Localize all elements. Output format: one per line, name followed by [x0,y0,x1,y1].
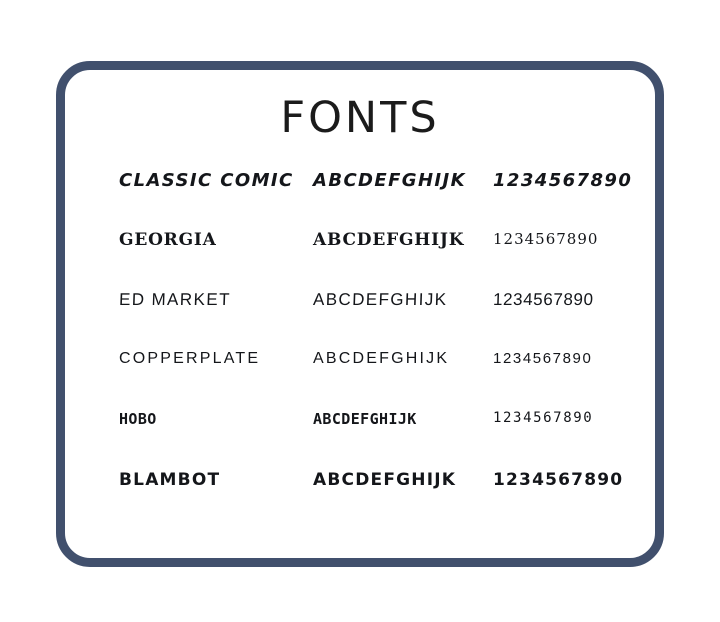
font-name-classic-comic: CLASSIC COMIC [119,170,294,191]
font-alphabet-ed-market: ABCDEFGHIJK [312,290,448,309]
font-alphabet-classic-comic: ABCDEFGHIJK [313,170,466,191]
font-row-georgia [65,230,655,290]
font-numerals-classic-comic: 1234567890 [493,170,633,191]
font-rows [65,170,655,530]
font-row-copperplate [65,350,655,410]
font-numerals-blambot: 1234567890 [493,470,624,490]
font-alphabet-hobo: ABCDEFGHIJK [313,410,417,428]
font-numerals-hobo: 1234567890 [493,410,594,426]
font-name-ed-market: ED MARKET [118,290,232,309]
font-alphabet-blambot: ABCDEFGHIJK [313,470,457,490]
page-title: FONTS [280,93,440,143]
font-numerals-copperplate: 1234567890 [493,350,593,367]
font-alphabet-georgia: ABCDEFGHIJK [313,230,465,250]
font-name-hobo: HOBO [119,410,157,428]
font-numerals-ed-market: 1234567890 [492,290,594,309]
font-row-hobo [65,410,655,470]
font-numerals-georgia: 1234567890 [493,230,599,248]
font-row-ed-market [65,290,655,350]
font-name-copperplate: COPPERPLATE [119,350,261,367]
fonts-card-inner [65,70,655,558]
font-row-classic-comic [65,170,655,230]
font-row-blambot [65,470,655,530]
fonts-card [56,61,664,567]
font-name-georgia: GEORGIA [119,230,217,250]
font-alphabet-copperplate: ABCDEFGHIJK [313,350,450,367]
font-name-blambot: BLAMBOT [119,470,221,490]
